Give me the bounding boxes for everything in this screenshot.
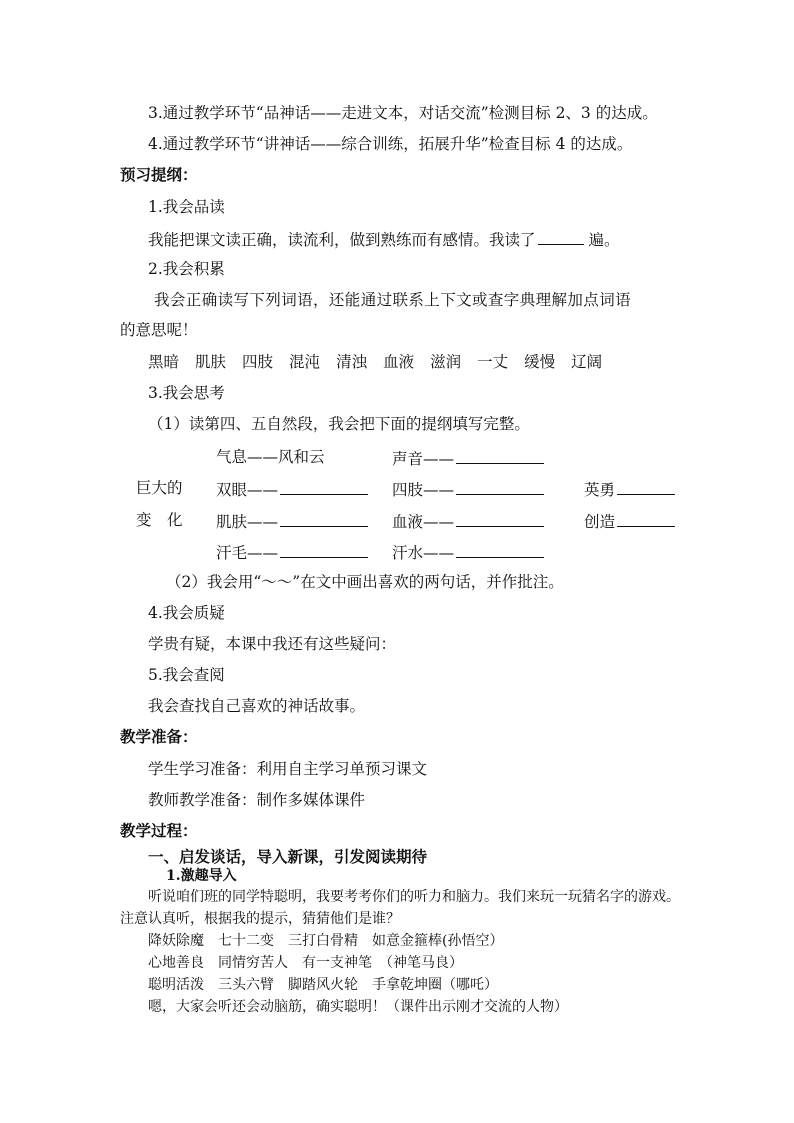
process-closing: 嗯，大家会听还会动脑筋，确实聪明！（课件出示刚才交流的人物） xyxy=(148,999,568,1015)
outline-label: 双眼—— xyxy=(216,481,279,499)
outline-blank[interactable] xyxy=(456,478,544,495)
section-3-question-2: （2）我会用“～～”在文中画出喜欢的两句话，并作批注。 xyxy=(166,573,564,591)
vocab-word: 缓慢 xyxy=(524,353,556,371)
outline-blank[interactable] xyxy=(456,541,544,558)
outline-r1c1: 气息——风和云 xyxy=(216,448,325,466)
outline-blank[interactable] xyxy=(617,478,675,495)
process-heading: 教学过程： xyxy=(120,821,198,840)
vocab-word: 混沌 xyxy=(289,353,321,371)
section-1-suffix: 遍。 xyxy=(588,231,620,249)
preview-heading: 预习提纲： xyxy=(120,165,198,184)
outline-r2c3 xyxy=(584,478,675,500)
outline-r3c2 xyxy=(392,510,544,532)
outline-label: 肌肤—— xyxy=(216,513,279,531)
outline-blank[interactable] xyxy=(280,510,368,527)
clue-3: 聪明活泼 三头六臂 脚踏风火轮 手拿乾坤圈（哪吒） xyxy=(148,977,498,993)
section-1-sentence: 我能把课文读正确，读流利，做到熟练而有感情。我读了 xyxy=(148,231,536,249)
section-4-text: 学贵有疑，本课中我还有这些疑问： xyxy=(148,635,397,653)
section-5-title: 5.我会查阅 xyxy=(148,666,225,684)
outline-blank[interactable] xyxy=(280,478,368,495)
prep-teacher: 教师教学准备：制作多媒体课件 xyxy=(148,791,366,809)
outline-label: 创造 xyxy=(584,513,616,531)
read-count-blank[interactable] xyxy=(538,228,584,245)
section-1-text xyxy=(148,228,619,250)
change-label-2: 变 化 xyxy=(136,511,183,529)
section-4-title: 4.我会质疑 xyxy=(148,604,225,622)
vocab-word: 清浊 xyxy=(336,353,368,371)
objective-4: 4.通过教学环节“讲神话——综合训练，拓展升华”检查目标 4 的达成。 xyxy=(148,135,633,153)
prep-student: 学生学习准备：利用自主学习单预习课文 xyxy=(148,760,428,778)
outline-blank[interactable] xyxy=(456,447,544,464)
outline-label: 英勇 xyxy=(584,481,616,499)
process-part-1: 一、启发谈话，导入新课，引发阅读期待 xyxy=(148,847,428,866)
process-paragraph-1a: 听说咱们班的同学特聪明，我要考考你们的听力和脑力。我们来玩一玩猜名字的游戏。 xyxy=(148,889,680,905)
outline-r3c1 xyxy=(216,510,368,532)
outline-r1c2 xyxy=(392,447,544,469)
clue-1: 降妖除魔 七十二变 三打白骨精 如意金箍棒(孙悟空） xyxy=(148,933,504,949)
outline-blank[interactable] xyxy=(617,510,675,527)
outline-r4c1 xyxy=(216,541,368,563)
outline-blank[interactable] xyxy=(280,541,368,558)
vocab-word: 血液 xyxy=(383,353,415,371)
outline-label: 汗水—— xyxy=(392,544,455,562)
section-2-text-1: 我会正确读写下列词语，还能通过联系上下文或查字典理解加点词语 xyxy=(154,291,632,309)
section-2-text-2: 的意思呢！ xyxy=(120,321,198,339)
section-2-title: 2.我会积累 xyxy=(148,260,225,278)
clue-2: 心地善良 同情穷苦人 有一支神笔 （神笔马良） xyxy=(148,955,463,971)
outline-label: 血液—— xyxy=(392,513,455,531)
vocab-word: 滋润 xyxy=(430,353,462,371)
process-paragraph-1b: 注意认真听，根据我的提示，猜猜他们是谁？ xyxy=(120,911,400,927)
outline-r2c2 xyxy=(392,478,544,500)
outline-label: 汗毛—— xyxy=(216,544,279,562)
vocab-list xyxy=(148,352,618,372)
section-1-title: 1.我会品读 xyxy=(148,198,225,216)
prep-heading: 教学准备： xyxy=(120,727,198,746)
outline-r4c2 xyxy=(392,541,544,563)
vocab-word: 肌肤 xyxy=(195,353,227,371)
vocab-word: 四肢 xyxy=(242,353,274,371)
section-3-title: 3.我会思考 xyxy=(148,384,225,402)
outline-blank[interactable] xyxy=(456,510,544,527)
vocab-word: 辽阔 xyxy=(571,353,603,371)
outline-label: 四肢—— xyxy=(392,481,455,499)
outline-r3c3 xyxy=(584,510,675,532)
outline-r2c1 xyxy=(216,478,368,500)
process-sub-1: 1.激趣导入 xyxy=(166,868,237,884)
section-3-question-1: （1）读第四、五自然段，我会把下面的提纲填写完整。 xyxy=(148,415,530,433)
change-label-1: 巨大的 xyxy=(136,479,183,497)
section-5-text: 我会查找自己喜欢的神话故事。 xyxy=(148,697,366,715)
vocab-word: 一丈 xyxy=(477,353,509,371)
vocab-word: 黑暗 xyxy=(148,353,180,371)
outline-label: 声音—— xyxy=(392,450,455,468)
objective-3: 3.通过教学环节“品神话——走进文本，对话交流”检测目标 2、3 的达成。 xyxy=(148,104,658,122)
